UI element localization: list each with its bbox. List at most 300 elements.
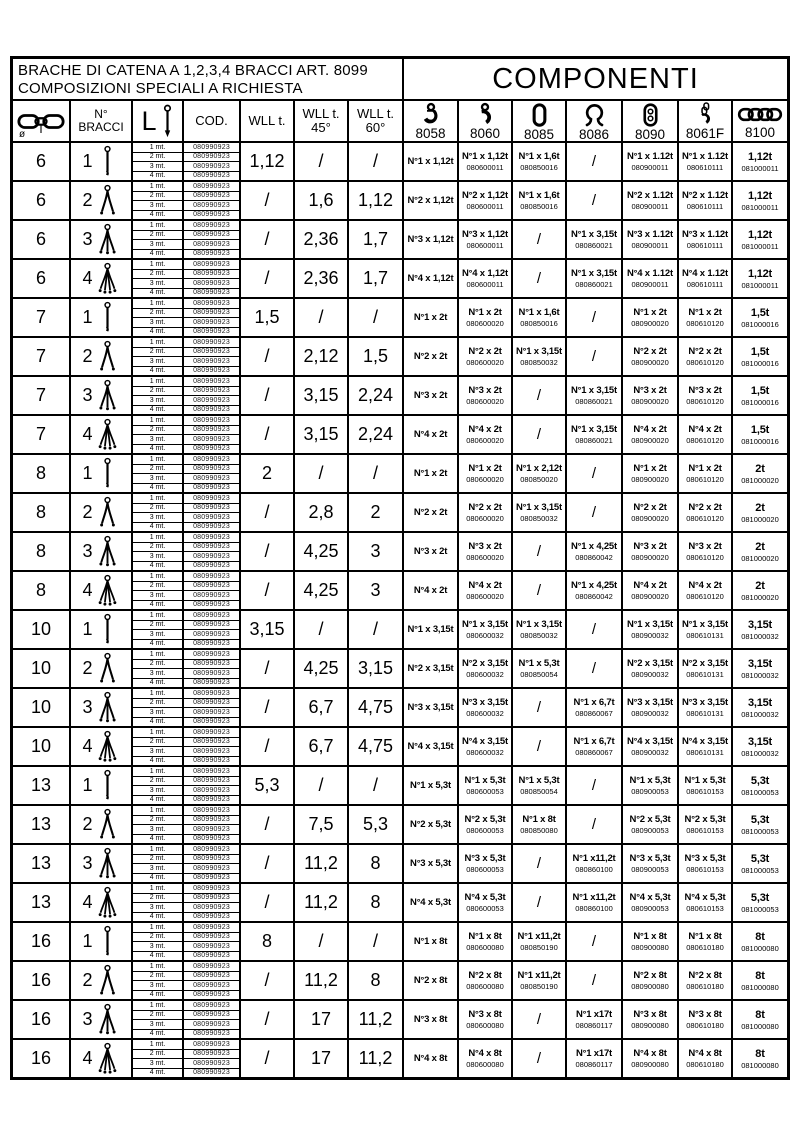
component-qty-label: N°1 x 2t	[468, 463, 502, 474]
component-8090-cell	[623, 923, 679, 960]
component-8086-cell: /	[567, 455, 623, 492]
diameter-cell: 13	[13, 806, 71, 843]
bracci-cell	[71, 767, 133, 804]
component-code: 080600080	[466, 982, 504, 991]
length-option: 1 mt.	[149, 260, 166, 268]
component-code: 080600080	[466, 943, 504, 952]
table-row	[13, 531, 787, 570]
table-row	[13, 414, 787, 453]
component-code: 081000016	[741, 397, 779, 407]
cod-value: 080990923	[193, 416, 230, 424]
component-8100-cell	[733, 806, 787, 843]
component-code: 080900011	[631, 280, 669, 289]
component-8090-cell	[623, 377, 679, 414]
cod-value: 080990923	[184, 239, 239, 249]
bracci-count: 3	[82, 229, 93, 249]
component-qty-label: N°1 x 8t	[413, 936, 448, 947]
wll-60-cell: 11,2	[349, 1001, 404, 1038]
component-code: 080900080	[631, 943, 669, 952]
length-option: 4 mt.	[133, 327, 182, 337]
component-qty-label: N°1 x 8t	[688, 931, 722, 942]
wll-cell: /	[241, 572, 295, 609]
component-8100-cell	[733, 572, 787, 609]
length-options-cell	[133, 221, 184, 258]
length-option: 3 mt.	[133, 941, 182, 951]
cod-value: 080990923	[184, 210, 239, 220]
length-option: 2 mt.	[133, 971, 182, 981]
component-8060-cell	[459, 962, 513, 999]
length-option: 2 mt.	[133, 152, 182, 162]
sling-diagram-3-leg-icon	[95, 691, 120, 724]
component-qty-label: N°1 x 1,12t	[407, 156, 454, 167]
cod-value: 080990923	[184, 600, 239, 610]
component-8086-cell: /	[567, 611, 623, 648]
sling-diagram-2-leg-icon	[95, 496, 120, 529]
length-option: 2 mt.	[133, 1049, 182, 1059]
sling-diagram-4-leg-icon	[95, 574, 120, 607]
wll-45-cell: 11,2	[295, 845, 349, 882]
length-option: 4 mt.	[133, 951, 182, 961]
component-code: 080600080	[466, 1060, 504, 1069]
component-qty-label: N°2 x 2t	[413, 351, 448, 362]
component-qty-label: 8t	[755, 1047, 765, 1060]
diameter-cell: 8	[13, 572, 71, 609]
component-code: 081000032	[741, 748, 779, 758]
wll-45-cell: /	[295, 143, 349, 180]
component-code: 081000020	[741, 553, 779, 563]
component-qty-label: N°2 x 2t	[688, 502, 722, 513]
length-option: 1 mt.	[149, 221, 166, 229]
component-code: 080850016	[520, 163, 558, 172]
wll-60-cell: 8	[349, 962, 404, 999]
bracci-count: 3	[82, 697, 93, 717]
wll-60-cell: 4,75	[349, 689, 404, 726]
diameter-cell: 6	[13, 221, 71, 258]
wll-60-cell: /	[349, 923, 404, 960]
table-row	[13, 570, 787, 609]
component-qty-label: N°1 x 3,15t	[682, 619, 728, 630]
chain-icon	[737, 103, 783, 126]
component-header-8060: 8060	[459, 101, 513, 141]
table-row	[13, 648, 787, 687]
cod-value: 080990923	[184, 629, 239, 639]
wll-45-cell: 11,2	[295, 962, 349, 999]
component-qty-label: 8t	[755, 1008, 765, 1021]
cod-value: 080990923	[193, 611, 230, 619]
component-qty-label: N°3 x 3,15t	[462, 697, 508, 708]
component-qty-label: N°4 x 2t	[688, 580, 722, 591]
table-row	[13, 180, 787, 219]
component-qty-label: 3,15t	[747, 696, 773, 709]
component-qty-label: 8t	[755, 930, 765, 943]
cod-value: 080990923	[184, 746, 239, 756]
wll-cell: 5,3	[241, 767, 295, 804]
component-qty-label: 1,12t	[747, 189, 773, 202]
component-qty-label: 5,3t	[750, 774, 770, 787]
length-option: 4 mt.	[133, 249, 182, 259]
sling-diagram-1-leg-icon	[95, 301, 120, 334]
component-8061F-cell	[679, 1001, 733, 1038]
component-qty-label: N°2 x 5,3t	[464, 814, 506, 825]
diameter-cell: 10	[13, 611, 71, 648]
component-code: 080860117	[575, 1021, 613, 1030]
component-qty-label: 8t	[755, 969, 765, 982]
master-link-icon	[582, 102, 607, 128]
length-option: 2 mt.	[133, 464, 182, 474]
component-code: 080600053	[466, 826, 504, 835]
component-8085-cell: /	[513, 533, 567, 570]
component-code: 080610131	[686, 631, 724, 640]
cod-value: 080990923	[193, 182, 230, 190]
cod-cell	[184, 962, 241, 999]
component-qty-label: N°1 x 4,25t	[571, 541, 617, 552]
cod-value: 080990923	[184, 327, 239, 337]
component-qty-label: N°1 x11,2t	[517, 970, 561, 981]
cod-value: 080990923	[184, 464, 239, 474]
wll-45-cell: /	[295, 767, 349, 804]
component-code: 080850032	[520, 358, 558, 367]
bracci-count: 4	[82, 268, 93, 288]
bracci-count: 2	[82, 346, 93, 366]
bracci-cell	[71, 494, 133, 531]
component-8090-cell	[623, 455, 679, 492]
cod-cell	[184, 806, 241, 843]
diameter-cell: 16	[13, 962, 71, 999]
wll-60-cell: 8	[349, 845, 404, 882]
cod-value: 080990923	[184, 990, 239, 1000]
component-8100-cell	[733, 728, 787, 765]
table-row	[13, 765, 787, 804]
component-qty-label: N°2 x 8t	[688, 970, 722, 981]
component-qty-label: N°2 x 2t	[468, 502, 502, 513]
component-8085-cell	[513, 338, 567, 375]
length-option: 4 mt.	[133, 522, 182, 532]
bracci-count: 2	[82, 190, 93, 210]
component-code: 080610120	[686, 397, 724, 406]
component-code: 080610111	[686, 280, 724, 289]
cod-value: 080990923	[184, 659, 239, 669]
component-header-8086: 8086	[567, 101, 623, 141]
component-8086-cell	[567, 728, 623, 765]
component-code: 080610111	[686, 241, 724, 250]
component-code: 080900053	[631, 826, 669, 835]
component-8061F-cell	[679, 962, 733, 999]
component-code: 080610131	[686, 670, 724, 679]
component-code: 080860100	[575, 865, 613, 874]
component-8061F-cell	[679, 767, 733, 804]
component-qty-label: N°1 x 1,6t	[518, 151, 560, 162]
component-code: 080610120	[686, 592, 724, 601]
component-8085-cell: /	[513, 416, 567, 453]
cod-value: 080990923	[193, 884, 230, 892]
component-8100-cell	[733, 143, 787, 180]
length-option: 4 mt.	[133, 171, 182, 181]
component-code: 080900032	[631, 709, 669, 718]
length-options-cell	[133, 299, 184, 336]
length-option: 2 mt.	[133, 425, 182, 435]
component-code: 081000032	[741, 709, 779, 719]
component-code: 080600032	[466, 631, 504, 640]
length-options-cell	[133, 455, 184, 492]
component-qty-label: N°4 x 1,12t	[407, 273, 454, 284]
wll-cell: /	[241, 260, 295, 297]
component-8061F-cell	[679, 533, 733, 570]
component-8085-cell: /	[513, 1040, 567, 1077]
table-row	[13, 1038, 787, 1077]
component-qty-label: 1,12t	[747, 267, 773, 280]
component-8100-cell	[733, 338, 787, 375]
component-8058-cell	[404, 416, 459, 453]
component-qty-label: N°3 x 3,15t	[627, 697, 673, 708]
component-qty-label: N°2 x 2t	[633, 502, 667, 513]
cod-value: 080990923	[193, 806, 230, 814]
length-options-cell	[133, 377, 184, 414]
length-options-cell	[133, 962, 184, 999]
component-code: 081000032	[741, 670, 779, 680]
title-line-2: COMPOSIZIONI SPECIALI A RICHIESTA	[18, 80, 303, 97]
component-8100-cell	[733, 884, 787, 921]
component-qty-label: 1,5t	[750, 384, 770, 397]
length-option: 2 mt.	[133, 620, 182, 630]
component-qty-label: N°1 x 3,15t	[407, 624, 454, 635]
shortening-hook-chain-icon	[694, 102, 717, 127]
component-qty-label: 2t	[755, 462, 765, 475]
component-qty-label: N°3 x 5,3t	[464, 853, 506, 864]
connecting-link-icon	[639, 102, 662, 128]
component-8085-cell: /	[513, 884, 567, 921]
wll-60-header: WLL t. 60°	[349, 101, 404, 141]
component-code: 081000053	[741, 865, 779, 875]
component-8060-cell	[459, 728, 513, 765]
component-8090-cell	[623, 650, 679, 687]
cod-value: 080990923	[184, 698, 239, 708]
cod-cell	[184, 650, 241, 687]
component-8100-cell	[733, 260, 787, 297]
component-8061F-cell	[679, 416, 733, 453]
component-code: 080610120	[686, 514, 724, 523]
component-8086-cell: /	[567, 299, 623, 336]
component-code: 080600080	[466, 1021, 504, 1030]
sling-diagram-4-leg-icon	[95, 886, 120, 919]
component-code: 080850016	[520, 319, 558, 328]
cod-value: 080990923	[184, 795, 239, 805]
component-code: 080600011	[466, 202, 504, 211]
table-row	[13, 999, 787, 1038]
component-8100-cell	[733, 377, 787, 414]
cod-cell	[184, 1040, 241, 1077]
diameter-symbol: ø	[19, 129, 26, 140]
component-qty-label: N°3 x 5,3t	[684, 853, 726, 864]
cod-cell	[184, 494, 241, 531]
bracci-count: 3	[82, 385, 93, 405]
sling-diagram-1-leg-icon	[95, 145, 120, 178]
cod-value: 080990923	[184, 912, 239, 922]
bracci-cell	[71, 143, 133, 180]
cod-cell	[184, 455, 241, 492]
component-8058-cell	[404, 260, 459, 297]
cod-value: 080990923	[184, 395, 239, 405]
diameter-cell: 7	[13, 416, 71, 453]
cod-value: 080990923	[184, 1019, 239, 1029]
component-qty-label: N°3 x 2t	[413, 546, 448, 557]
component-8058-cell	[404, 767, 459, 804]
component-code: 080600020	[466, 592, 504, 601]
component-qty-label: N°2 x 5,3t	[684, 814, 726, 825]
wll-60-cell: 3,15	[349, 650, 404, 687]
length-option: 1 mt.	[149, 884, 166, 892]
length-option: 2 mt.	[133, 659, 182, 669]
table-row	[13, 453, 787, 492]
component-8060-cell	[459, 1040, 513, 1077]
cod-cell	[184, 260, 241, 297]
cod-value: 080990923	[184, 171, 239, 181]
cod-value: 080990923	[184, 444, 239, 454]
wll-cell: /	[241, 182, 295, 219]
sling-diagram-4-leg-icon	[95, 1042, 120, 1075]
component-code: 080610131	[686, 709, 724, 718]
wll-60-cell: 2	[349, 494, 404, 531]
length-options-cell	[133, 182, 184, 219]
component-8085-cell: /	[513, 572, 567, 609]
component-code: 081000032	[741, 631, 779, 641]
eye-sling-hook-icon	[473, 102, 497, 127]
component-8086-cell	[567, 689, 623, 726]
length-option: 1 mt.	[149, 1040, 166, 1048]
component-qty-label: N°2 x 8t	[468, 970, 502, 981]
length-options-cell	[133, 923, 184, 960]
component-qty-label: N°4 x 5,3t	[410, 897, 451, 908]
bracci-count: 3	[82, 1009, 93, 1029]
component-qty-label: 1,12t	[747, 150, 773, 163]
wll-45-header: WLL t. 45°	[295, 101, 349, 141]
length-option: 4 mt.	[133, 990, 182, 1000]
sling-diagram-1-leg-icon	[95, 769, 120, 802]
component-8086-cell	[567, 884, 623, 921]
component-qty-label: N°2 x 8t	[413, 975, 448, 986]
component-8058-cell	[404, 728, 459, 765]
bracci-count: 3	[82, 853, 93, 873]
component-code: 080600020	[466, 358, 504, 367]
component-qty-label: N°1 x 2t	[633, 307, 667, 318]
cod-value: 080990923	[184, 824, 239, 834]
component-qty-label: N°1 x 2t	[633, 463, 667, 474]
component-code: 081000016	[741, 436, 779, 446]
component-code: 081000011	[741, 241, 779, 251]
length-option: 3 mt.	[133, 161, 182, 171]
sling-diagram-1-leg-icon	[95, 925, 120, 958]
length-option: 4 mt.	[133, 210, 182, 220]
component-code: 080900032	[631, 748, 669, 757]
wll-45-cell: 2,8	[295, 494, 349, 531]
length-options-cell	[133, 845, 184, 882]
component-8085-cell	[513, 182, 567, 219]
cod-cell	[184, 221, 241, 258]
component-code: 080610120	[686, 553, 724, 562]
component-code: 080600011	[466, 241, 504, 250]
wll-60-cell: 1,7	[349, 260, 404, 297]
component-8060-cell	[459, 1001, 513, 1038]
component-qty-label: N°2 x 5,3t	[629, 814, 671, 825]
component-qty-label: N°3 x 8t	[468, 1009, 502, 1020]
length-option: 1 mt.	[149, 299, 166, 307]
bracci-count: 4	[82, 1048, 93, 1068]
component-8086-cell: /	[567, 143, 623, 180]
column-headers	[13, 99, 787, 141]
component-8086-cell: /	[567, 923, 623, 960]
component-8060-cell	[459, 611, 513, 648]
cod-value: 080990923	[184, 561, 239, 571]
length-option: 4 mt.	[133, 444, 182, 454]
component-8085-cell: /	[513, 377, 567, 414]
component-code: 080850016	[520, 202, 558, 211]
wll-60-cell: /	[349, 767, 404, 804]
cod-header: COD.	[184, 101, 241, 141]
cod-value: 080990923	[184, 581, 239, 591]
cod-cell	[184, 338, 241, 375]
component-code: 080860067	[575, 748, 613, 757]
cod-value: 080990923	[193, 143, 230, 151]
length-options-cell	[133, 689, 184, 726]
length-option: 3 mt.	[133, 629, 182, 639]
component-qty-label: N°2 x 3,15t	[462, 658, 508, 669]
cod-value: 080990923	[184, 483, 239, 493]
sling-diagram-2-leg-icon	[95, 808, 120, 841]
wll-cell: /	[241, 689, 295, 726]
cod-value: 080990923	[184, 512, 239, 522]
length-options-cell	[133, 728, 184, 765]
component-qty-label: N°4 x 8t	[633, 1048, 667, 1059]
component-8060-cell	[459, 767, 513, 804]
component-8061F-cell	[679, 221, 733, 258]
length-option: 2 mt.	[133, 191, 182, 201]
bracci-cell	[71, 338, 133, 375]
component-8086-cell	[567, 533, 623, 570]
component-qty-label: N°2 x 2t	[468, 346, 502, 357]
wll-cell: /	[241, 377, 295, 414]
component-code: 080860067	[575, 709, 613, 718]
length-option: 3 mt.	[133, 200, 182, 210]
cod-value: 080990923	[184, 971, 239, 981]
wll-cell: 8	[241, 923, 295, 960]
component-8060-cell	[459, 221, 513, 258]
length-option: 3 mt.	[133, 902, 182, 912]
component-code: 080610111	[686, 163, 724, 172]
length-option: 2 mt.	[133, 815, 182, 825]
component-8058-cell	[404, 494, 459, 531]
length-option: 1 mt.	[149, 806, 166, 814]
length-options-cell	[133, 650, 184, 687]
cod-value: 080990923	[184, 551, 239, 561]
length-options-cell	[133, 1040, 184, 1077]
length-option: 1 mt.	[149, 1001, 166, 1009]
component-qty-label: N°4 x 8t	[413, 1053, 448, 1064]
component-qty-label: N°1 x 8t	[522, 814, 556, 825]
component-code: 080600020	[466, 475, 504, 484]
length-option: 4 mt.	[133, 1068, 182, 1078]
component-8060-cell	[459, 260, 513, 297]
component-8085-cell	[513, 962, 567, 999]
component-code: 080900080	[631, 982, 669, 991]
cod-value: 080990923	[184, 503, 239, 513]
wll-45-cell: 4,25	[295, 650, 349, 687]
cod-cell	[184, 299, 241, 336]
component-8061F-cell	[679, 572, 733, 609]
length-option: 4 mt.	[133, 756, 182, 766]
component-qty-label: N°2 x 1.12t	[627, 190, 673, 201]
length-option: 1 mt.	[149, 611, 166, 619]
component-8090-cell	[623, 572, 679, 609]
component-8061F-cell	[679, 1040, 733, 1077]
